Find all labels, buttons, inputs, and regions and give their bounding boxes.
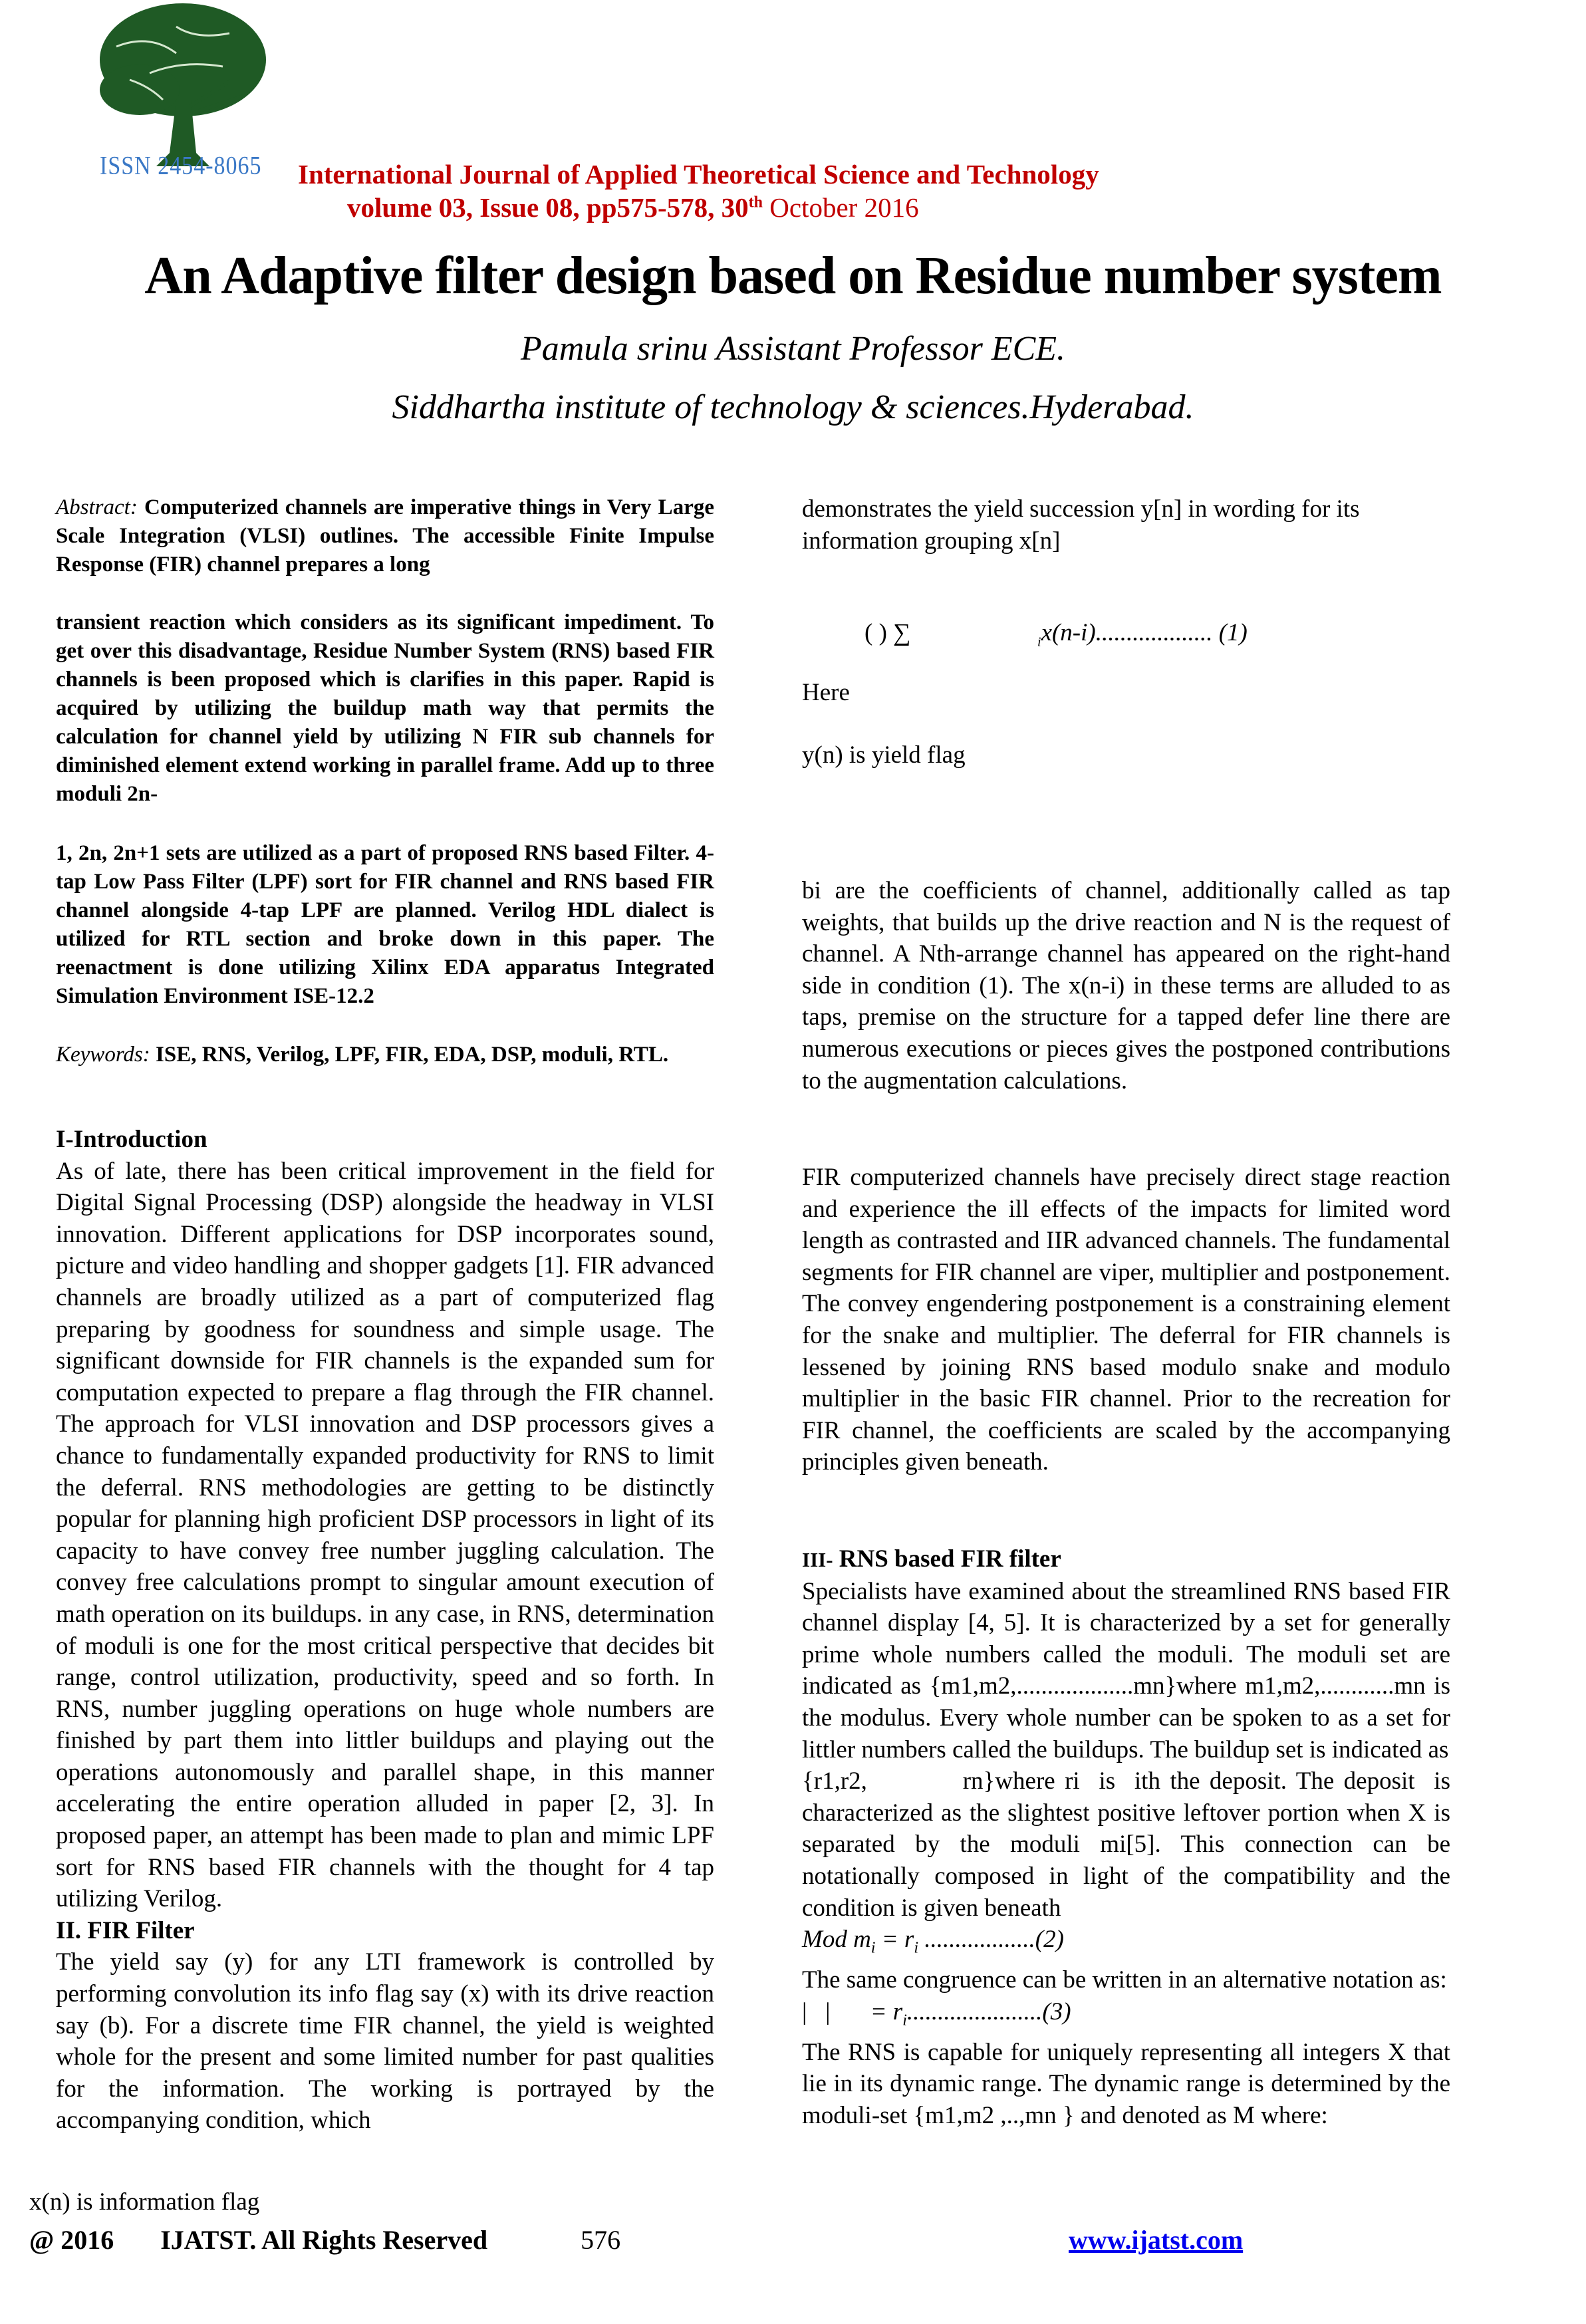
rns-section [802, 1543, 1457, 2131]
equation-3 [802, 1996, 1450, 2037]
eq2-mod: Mod m [802, 1926, 871, 1954]
coefficients-paragraph: bi are the coefficients of channel, additionally called as tap weights, that builds up the drive reaction and N is the request of channel. A Nth-arrange channel has appeared on the right-hand side in condition (1). The x(n-i) in these terms are alluded to as taps, premise on the structure for a tapped defer line there are numerous executions or pieces gives the postponed contributions to the augmentation calculations. [802, 877, 1450, 1095]
eq1-subscript: i [1037, 634, 1041, 650]
rns-paragraph-1: Specialists have examined about the streamlined RNS based FIR channel display [4, 5]. It is characterized by a set for generally prime whole numbers called the moduli. The moduli set are indicated as {m1,m2,...................mn}where m1,m2,............mn is the modulus. Every whole number can be spoken to as a set for littler numbers called the buildups. The buildup set is indicated as [802, 1577, 1450, 1763]
eq2-sub: i [870, 1939, 876, 1957]
intro-heading: I-Introduction [56, 1126, 207, 1153]
issn-label: ISSN 2454-8065 [100, 152, 262, 180]
journal-name: International Journal of Applied Theoretical Science and Technology [298, 159, 1099, 190]
equation-1 [1037, 618, 1248, 650]
eq1-body: x(n-i)................... (1) [1041, 619, 1248, 646]
eq3-sub: i [902, 2011, 907, 2029]
paper-title: An Adaptive filter design based on Residue number system [144, 247, 1442, 305]
rights-reserved: IJATST. All Rights Reserved [160, 2225, 488, 2255]
journal-volume [347, 192, 919, 223]
rns-heading-number: III- [802, 1548, 833, 1571]
paper-affiliation: Siddhartha institute of technology & sciences.Hyderabad. [392, 388, 1194, 426]
abstract-text-1: Computerized channels are imperative things in Very Large Scale Integration (VLSI) outlines. The accessible Finite Impulse Response (FIR) channel prepares a long [56, 495, 714, 577]
here-label: Here [802, 679, 850, 706]
yn-note: y(n) is yield flag [802, 741, 966, 769]
fir-paragraph: The yield say (y) for any LTI framework is controlled by performing convolution its info flag say (x) with its drive reaction say (b). For a discrete time FIR channel, the yield is weighted whole for the present and some limited number for past qualities for the information. The working is portrayed by the accompanying condition, which [56, 1948, 714, 2134]
abstract-block-2: transient reaction which considers as its significant impediment. To get over this disadvantage, Residue Number System (RNS) based FIR channels is been proposed which is clarifies in this paper. Rapid is acquired by utilizing the buildup math way that permits the calculation for channel yield by utilizing N FIR sub channels for diminished element extend working in parallel frame. Add up to three moduli 2n- [56, 610, 714, 806]
xn-note: x(n) is information flag [29, 2188, 260, 2216]
eq3-bars: | | [802, 1998, 831, 2025]
abstract-label: Abstract: [56, 495, 138, 519]
introduction-section [56, 1124, 714, 2136]
eq2-sub2: i [914, 1939, 919, 1957]
equation-2 [802, 1924, 1450, 1964]
dynamic-range-paragraph: The RNS is capable for uniquely representing all integers X that lie in its dynamic range. The dynamic range is determined by the moduli-set {m1,m2 ,..,mn } and denoted as M where: [802, 2038, 1450, 2129]
eq2-number: ..................(2) [918, 1926, 1064, 1954]
fir-heading: II. FIR Filter [56, 1916, 195, 1944]
abstract-block-3: 1, 2n, 2n+1 sets are utilized as a part of proposed RNS based Filter. 4-tap Low Pass Filter (LPF) sort for FIR channel and RNS based FIR channel alongside 4-tap LPF are planned. Verilog HDL dialect is utilized for RTL section and broke down in this paper. The reenactment is done utilizing Xilinx EDA apparatus Integrated Simulation Environment ISE-12.2 [56, 841, 714, 1008]
issue-date: October 2016 [763, 192, 919, 223]
keywords [56, 1041, 714, 1069]
page-number: 576 [581, 2225, 621, 2255]
keywords-label: Keywords: [56, 1043, 150, 1067]
eq3-number: ......................(3) [906, 1998, 1071, 2025]
volume-issue: volume 03, Issue 08, pp575-578, 30 [347, 192, 749, 223]
copyright-year: @ 2016 [29, 2225, 114, 2255]
date-suffix: th [748, 194, 763, 211]
equation-1-left: ( ) ∑ [864, 619, 911, 646]
intro-paragraph: As of late, there has been critical improvement in the field for Digital Signal Processing (DSP) alongside the headway in VLSI innovation. Different applications for DSP incorporates sound, picture and video handling and shopper gadgets [1]. FIR advanced channels are broadly utilized as a part of computerized flag preparing by goodness for soundness and simple usage. The significant downside for FIR channels is the expanded sum for computation expected to prepare a flag through the FIR channel. The approach for VLSI innovation and DSP processors gives a chance to fundamentally expanded productivity for RNS to limit the deferral. RNS methodologies are getting to be distinctly popular for planning high proficient DSP processors in light of its capacity to have convey free number juggling calculation. The convey free calculations prompt to singular amount execution of math operation on its buildups. in any case, in RNS, determination of moduli is one for the most critical perspective that decides bit range, control utilization, productivity, speed and so forth. In RNS, number juggling operations on huge whole numbers are finished by part them into littler buildups and playing out the operations autonomously and parallel shape, in this manner accelerating the entire operation alluded in paper [2, 3]. In proposed paper, an attempt has been made to plan and mimic LPF sort for RNS based FIR channels with the thought for 4 tap utilizing Verilog. [56, 1157, 714, 1913]
footer-copyright [29, 2224, 620, 2256]
congruence-paragraph: The same congruence can be written in an alternative notation as: [802, 1966, 1447, 1994]
eq3-body: = r [870, 1998, 903, 2025]
rns-paragraph-2: {r1,r2, rn}where ri is ith the deposit. The deposit is characterized as the slightest positive leftover portion when X is separated by the moduli mi[5]. This connection can be notationally composed in light of the compatibility and the condition is given beneath [802, 1767, 1457, 1922]
fir-computerized-paragraph: FIR computerized channels have precisely direct stage reaction and experience the ill effects of the impacts for limited word length as contrasted and IIR advanced channels. The fundamental segments for FIR channel are viper, multiplier and postponement. The convey engendering postponement is a constraining element for the snake and multiplier. The deferral for FIR channels is lessened by joining RNS based modulo snake and modulo multiplier in the basic FIR channel. Prior to the recreation for FIR channel, the coefficients are scaled by the accompanying principles given beneath. [802, 1164, 1450, 1476]
abstract-block-1 [56, 493, 714, 579]
rns-heading-text: RNS based FIR filter [833, 1545, 1061, 1573]
continued-text: demonstrates the yield succession y[n] in wording for its information grouping x[n] [802, 495, 1360, 555]
rns-heading [802, 1543, 1450, 1576]
keywords-list: ISE, RNS, Verilog, LPF, FIR, EDA, DSP, moduli, RTL. [150, 1043, 669, 1067]
paper-author: Pamula srinu Assistant Professor ECE. [520, 330, 1066, 368]
eq2-mid: = r [875, 1926, 914, 1954]
website-link[interactable]: www.ijatst.com [1069, 2225, 1244, 2255]
